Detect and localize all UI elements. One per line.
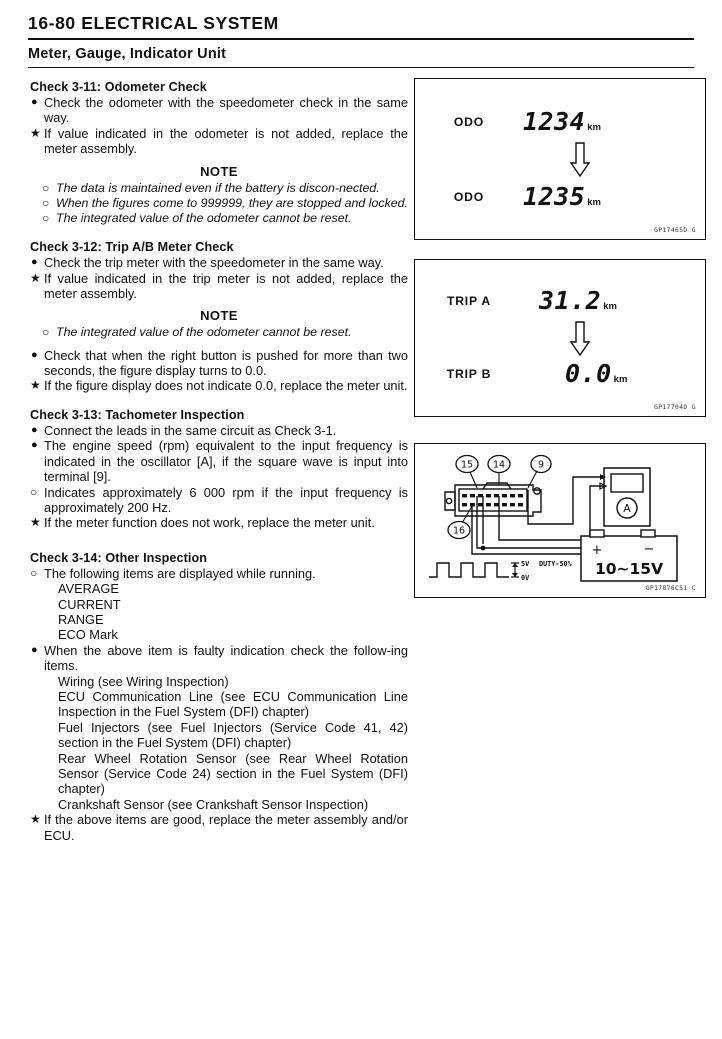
battery-voltage-label: 10~15V — [594, 560, 664, 578]
list-item-text: If the above items are good, replace the meter assembly and/or ECU. — [44, 812, 408, 843]
bullet-dot-icon: ● — [31, 348, 38, 361]
page-number: 16-80 — [28, 13, 76, 33]
list-item — [30, 423, 408, 438]
battery-plus-label: + — [591, 543, 603, 558]
list-item — [30, 812, 408, 843]
star-bullet-icon: ★ — [30, 812, 41, 827]
chapter-title: ELECTRICAL SYSTEM — [81, 13, 279, 33]
list-item — [30, 643, 408, 674]
heading-check-3-14: Check 3-14: Other Inspection — [30, 550, 208, 565]
transition-arrow-wrap — [415, 321, 705, 357]
battery-terminal-positive — [590, 530, 604, 537]
star-bullet-icon: ★ — [30, 515, 41, 530]
list-item — [30, 566, 408, 581]
displayed-item: CURRENT — [58, 596, 121, 612]
list-item-text: When the above item is faulty indication check the follow-ing items. — [44, 642, 408, 674]
star-bullet-icon: ★ — [30, 125, 41, 140]
note-heading: NOTE — [200, 163, 238, 179]
check-item: Wiring (see Wiring Inspection) — [58, 673, 229, 689]
figure-code: GP17704D G — [654, 404, 696, 411]
bullet-dot-icon: ● — [31, 423, 38, 436]
square-waveform — [429, 560, 573, 582]
star-bullet-icon: ★ — [30, 270, 41, 285]
list-item — [30, 126, 408, 157]
header-rule-top — [28, 38, 694, 40]
figure-code: GP17876C51 C — [645, 585, 696, 592]
pin-label-16: 16 — [452, 525, 466, 537]
battery-terminal-negative — [641, 530, 655, 537]
connector-lug-icon — [446, 498, 451, 503]
trip-row-b — [415, 359, 705, 388]
note-text: The integrated value of the odometer cannot be reset. — [56, 325, 352, 340]
figure-trip-meter — [414, 259, 706, 417]
odometer-unit: km — [587, 122, 601, 133]
odometer-digits: 1234 — [523, 107, 586, 136]
pin-label-15: 15 — [460, 459, 474, 471]
list-item-text: Check the odometer with the speedometer check in the same way. — [44, 95, 408, 126]
list-item-text: If value indicated in the odometer is not added, replace the meter assembly. — [44, 125, 408, 157]
list-item-text: Check that when the right button is pushed for more than two seconds, the figure display turns to 0.0. — [44, 347, 408, 379]
bullet-dot-icon: ● — [31, 643, 38, 656]
check-item: Rear Wheel Rotation Sensor (see Rear Wheel Rotation Sensor (Service Code 24) section in the Fuel System (DFI) chapter) — [58, 750, 408, 797]
displayed-item: AVERAGE — [58, 581, 119, 597]
list-item-text: If value indicated in the trip meter is not added, replace the meter assembly. — [44, 270, 408, 302]
odometer-row-after — [415, 182, 705, 211]
down-arrow-icon — [569, 142, 591, 178]
down-arrow-icon — [569, 321, 591, 357]
note-text: The data is maintained even if the battery is discon-nected. — [56, 180, 380, 195]
wave-duty-label: DUTY-50% — [539, 560, 572, 568]
figure-tachometer-circuit — [414, 443, 706, 598]
battery — [581, 530, 677, 581]
check-item: Fuel Injectors (see Fuel Injectors (Service Code 41, 42) section in the Fuel System (DFI) chapter) — [58, 719, 408, 751]
trip-b-unit: km — [613, 374, 628, 385]
list-item-text: The following items are displayed while running. — [44, 565, 316, 581]
trip-row-a — [415, 286, 705, 315]
spacer — [30, 341, 408, 348]
trip-b-value — [523, 359, 627, 388]
circle-bullet-icon: ○ — [42, 195, 50, 210]
connector-pin-window — [459, 489, 527, 511]
figure-column — [414, 78, 706, 598]
wave-low-label: 0V — [521, 574, 530, 582]
list-item-text: The engine speed (rpm) equivalent to the input frequency is indicated in the oscillator [A], if the square wave is input into terminal [9]. — [44, 438, 408, 485]
pin-label-9: 9 — [537, 459, 545, 471]
pin-label-14: 14 — [492, 459, 506, 471]
bullet-dot-icon: ● — [31, 439, 38, 452]
page-header — [28, 14, 694, 68]
figure-odometer — [414, 78, 706, 240]
odometer-label: ODO — [453, 114, 485, 129]
header-rule-bottom — [28, 67, 694, 68]
trip-b-label: TRIP B — [446, 366, 492, 381]
bullet-dot-icon: ● — [31, 256, 38, 269]
displayed-item: RANGE — [58, 611, 104, 627]
text-column — [30, 80, 408, 843]
heading-check-3-11: Check 3-11: Odometer Check — [30, 80, 207, 94]
check-item: ECU Communication Line (see ECU Communication Line Inspection in the Fuel System (DFI) chapter) — [58, 688, 408, 720]
circle-bullet-icon: ○ — [30, 565, 38, 580]
trip-a-digits: 31.2 — [539, 286, 602, 315]
note-item — [30, 325, 408, 340]
figure-code: GP17465D G — [654, 227, 696, 234]
circle-bullet-icon: ○ — [42, 325, 50, 340]
heading-check-3-12: Check 3-12: Trip A/B Meter Check — [30, 240, 234, 255]
list-item — [30, 378, 408, 393]
list-item — [30, 485, 408, 516]
list-item-text: Check the trip meter with the speedometer in the same way. — [44, 255, 384, 271]
oscillator-display — [611, 474, 643, 492]
connector-screw-icon — [534, 488, 540, 494]
note-item — [30, 196, 408, 211]
note-item — [30, 181, 408, 196]
odometer-value-after — [523, 182, 601, 211]
tachometer-circuit-diagram — [415, 444, 703, 595]
star-bullet-icon: ★ — [30, 378, 41, 393]
page-title — [28, 14, 694, 33]
displayed-item: ECO Mark — [58, 627, 118, 643]
transition-arrow-wrap — [415, 142, 705, 178]
oscillator-instrument — [600, 468, 650, 526]
circle-bullet-icon: ○ — [30, 484, 38, 499]
list-item — [30, 271, 408, 302]
trip-a-label: TRIP A — [446, 293, 492, 308]
list-item-text: If the figure display does not indicate 0.0, replace the meter unit. — [44, 378, 408, 394]
bullet-dot-icon: ● — [31, 96, 38, 108]
wave-high-label: 5V — [521, 560, 530, 568]
odometer-label: ODO — [453, 189, 485, 204]
note-item — [30, 211, 408, 226]
section-title: Meter, Gauge, Indicator Unit — [28, 46, 227, 63]
circle-bullet-icon: ○ — [42, 211, 50, 226]
spacer — [30, 531, 408, 551]
note-text: The integrated value of the odometer cannot be reset. — [56, 211, 352, 226]
connector-latch — [483, 483, 511, 489]
trip-a-unit: km — [603, 301, 617, 312]
list-item-text: Connect the leads in the same circuit as Check 3-1. — [44, 422, 337, 438]
list-item — [30, 95, 408, 126]
list-item — [30, 255, 408, 270]
odometer-row-before — [415, 107, 705, 136]
trip-b-digits: 0.0 — [565, 359, 612, 388]
list-item — [30, 515, 408, 530]
circle-bullet-icon: ○ — [42, 180, 50, 195]
note-text: When the figures come to 999999, they are stopped and locked. — [56, 195, 408, 210]
check-item: Crankshaft Sensor (see Crankshaft Sensor Inspection) — [58, 796, 369, 812]
note-heading: NOTE — [200, 308, 238, 324]
trip-a-value — [523, 286, 617, 315]
list-item — [30, 348, 408, 379]
odometer-digits: 1235 — [523, 182, 586, 211]
odometer-value-before — [523, 107, 601, 136]
list-item-text: Indicates approximately 6 000 rpm if the input frequency is approximately 200 Hz. — [44, 484, 408, 515]
connector-pins — [462, 494, 523, 506]
ammeter-letter: A — [623, 502, 631, 515]
odometer-unit: km — [587, 197, 601, 208]
list-item-text: If the meter function does not work, replace the meter unit. — [44, 515, 375, 531]
battery-minus-label: − — [643, 542, 655, 557]
list-item — [30, 438, 408, 484]
heading-check-3-13: Check 3-13: Tachometer Inspection — [30, 407, 245, 422]
